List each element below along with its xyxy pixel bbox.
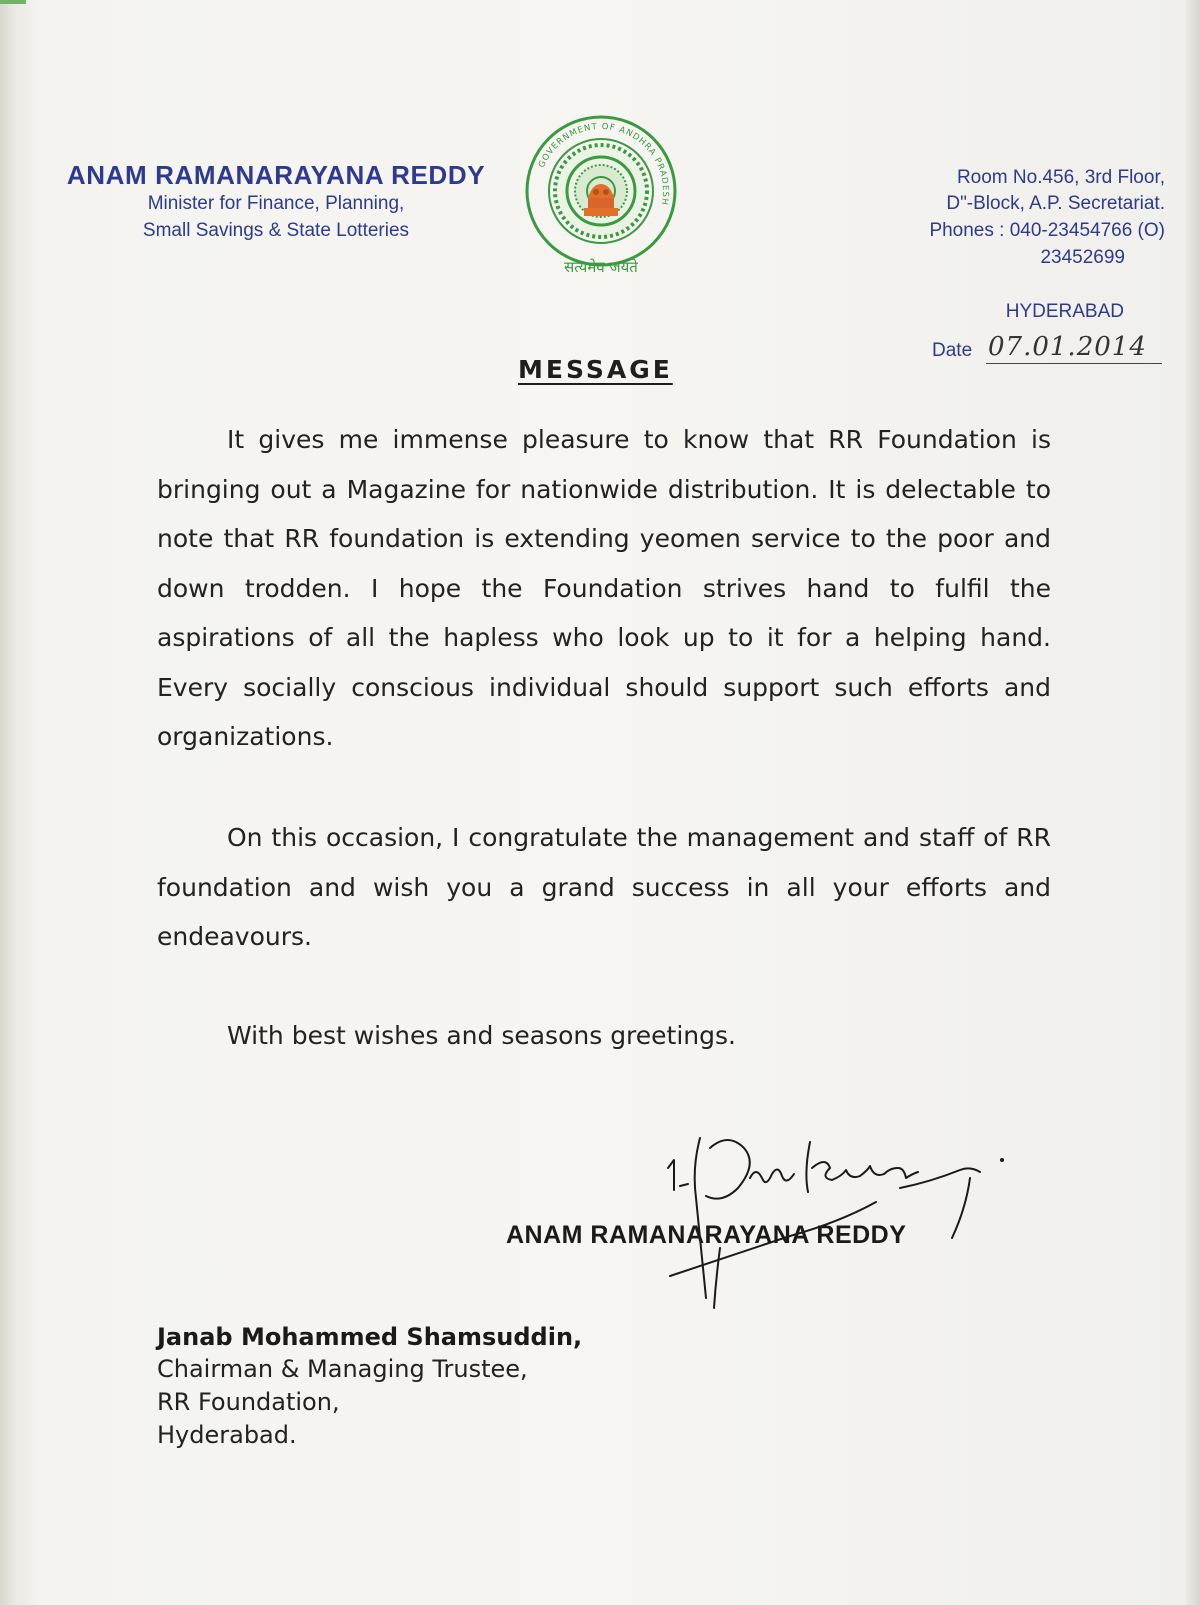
addressee-line3: Hyderabad. xyxy=(157,1421,297,1449)
letterhead-designation-line2: Small Savings & State Lotteries xyxy=(142,220,410,241)
page-title: MESSAGE xyxy=(518,355,673,384)
date-label: Date xyxy=(932,340,973,361)
addressee-line2: RR Foundation, xyxy=(157,1388,340,1416)
phones-line: Phones : 040-23454766 (O) xyxy=(929,220,1165,241)
date-underline xyxy=(986,363,1162,364)
city-label: HYDERABAD xyxy=(1005,301,1124,322)
address-line2: D"-Block, A.P. Secretariat. xyxy=(946,193,1165,214)
emblem-motto: सत्यमेव जयते xyxy=(564,258,638,276)
phones-line2: 23452699 xyxy=(1040,247,1125,268)
page-edge-right xyxy=(1186,0,1200,1605)
addressee-line1: Chairman & Managing Trustee, xyxy=(157,1355,528,1383)
letterhead-designation-line1: Minister for Finance, Planning, xyxy=(147,193,405,214)
body-paragraph-3: With best wishes and seasons greetings. xyxy=(227,1021,736,1050)
letterhead-name: ANAM RAMANARAYANA REDDY xyxy=(66,160,486,190)
addressee-name: Janab Mohammed Shamsuddin, xyxy=(157,1323,583,1351)
signatory-name: ANAM RAMANARAYANA REDDY xyxy=(506,1221,907,1249)
page-edge-left xyxy=(0,0,16,1605)
emblem-ring-text: GOVERNMENT OF ANDHRA PRADESH xyxy=(536,121,671,207)
body-paragraph-2: On this occasion, I congratulate the management and staff of RR foundation and wish you a grand success in all your efforts and endeavours. xyxy=(157,823,1051,951)
body-paragraph-1: It gives me immense pleasure to know that RR Foundation is bringing out a Magazine for nationwide distribution. It is delectable to note that RR foundation is extending yeomen service to the poor and down trodden. I hope the Foundation strives hand to fulfil the aspirations of all the hapless who look up to it for a helping hand. Every socially conscious individual should support such efforts and organizations. xyxy=(157,425,1051,751)
corner-mark xyxy=(0,0,26,4)
date-value: 07.01.2014 xyxy=(988,332,1147,362)
address-line1: Room No.456, 3rd Floor, xyxy=(956,167,1165,188)
state-emblem-icon xyxy=(522,112,680,282)
